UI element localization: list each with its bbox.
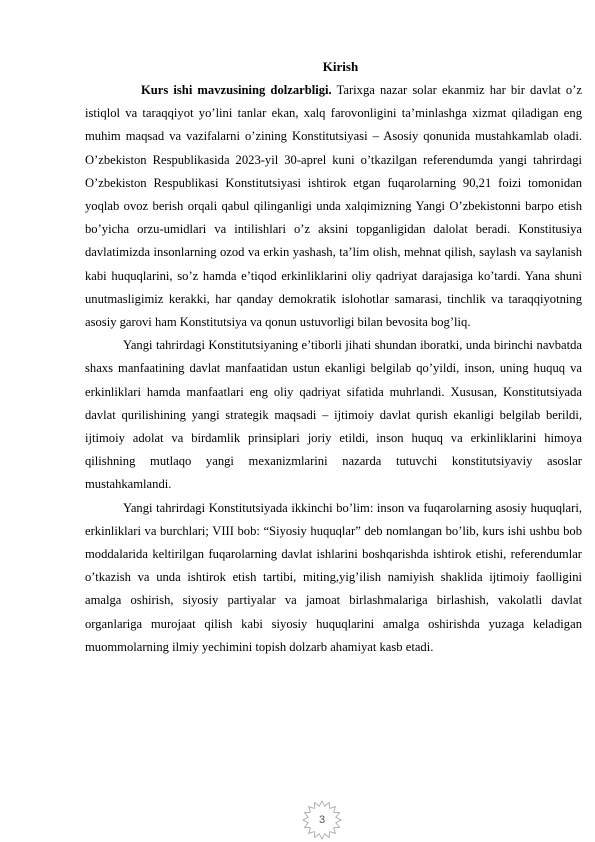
paragraph-3	[85, 497, 582, 659]
page-number: 3	[318, 814, 326, 826]
paragraph-1	[85, 79, 582, 334]
paragraph-2-text: Yangi tahrirdagi Konstitutsiyaning e’tiborli jihati shundan iboratki, unda birinchi navbatda shaxs manfaatining davlat manfaatidan ustun ekanligi belgilab qo’yildi, inson, uning huquq va erkinliklari hamda manfaatlari eng oliy qadriyat sifatida muhrlandi. Xususan, Konstitutsiyada davlat qurilishining yangi strategik maqsadi – ijtimoiy davlat qurish ekanligi belgilab berildi, ijtimoiy adolat va birdamlik prinsiplari joriy etildi, inson huquq va erkinliklarini himoya qilishning mutlaqo yangi mexanizmlarini nazarda tutuvchi konstitutsiyaviy asoslar mustahkamlandi.	[85, 338, 582, 492]
paragraph-1-text: Tarixga nazar solar ekanmiz har bir davlat o’z istiqlol va taraqqiyot yo’lini tanlar ekan, xalq farovonligini ta’minlashga xizmat qiladigan eng muhim maqsad va vazifalarni o’zining Konstitutsiyasi – Asosiy qonunida mustahkamlab oladi. O’zbekiston Respublikasida 2023-yil 30-aprel kuni o’tkazilgan referendumda yangi tahrirdagi O’zbekiston Respublikasi Konstitutsiyasi ishtirok etgan fuqarolarning 90,21 foizi tomonidan yoqlab ovoz berish orqali qabul qilinganligi unda xalqimizning Yangi O’zbekistonni barpo etish bo’yicha orzu-umidlari va intilishlari o’z aksini topganligidan dalolat beradi. Konstitusiya davlatimizda insonlarning ozod va erkin yashash, ta’lim olish, mehnat qilish, saylash va saylanish kabi huquqlarini, so’z hamda e’tiqod erkinliklarini oliy qadriyat darajasiga ko’tardi. Yana shuni unutmasligimiz kerakki, har qanday demokratik islohotlar samarasi, tinchlik va taraqqiyotning asosiy garovi ham Konstitutsiya va qonun ustuvorligi bilan bevosita bog’liq.	[85, 83, 583, 330]
paragraph-1-lead: Kurs ishi mavzusining dolzarbligi.	[141, 83, 332, 97]
page-title: Kirish	[322, 59, 359, 74]
paragraph-2	[85, 334, 582, 496]
document-body	[85, 79, 582, 659]
paragraph-3-text: Yangi tahrirdagi Konstitutsiyada ikkinchi bo’lim: inson va fuqarolarning asosiy huquqlari, erkinliklari va burchlari; VIII bob: “Siyosiy huquqlar” deb nomlangan bo’lib, kurs ishi ushbu bob moddalarida keltirilgan fuqarolarning davlat ishlarini boshqarishda ishtirok etishi, referendumlar o’tkazish va unda ishtirok etish tartibi, miting,yig’ilish namiyish shaklida ijtimoiy faolligini amalga oshirish, siyosiy partiyalar va jamoat birlashmalariga birlashish, vakolatli davlat organlariga murojaat qilish kabi siyosiy huquqlarini amalga oshirishda yuzaga keladigan muommolarning ilmiy yechimini topish dolzarb ahamiyat kasb etadi.	[85, 500, 582, 654]
page-number-badge	[302, 800, 342, 840]
